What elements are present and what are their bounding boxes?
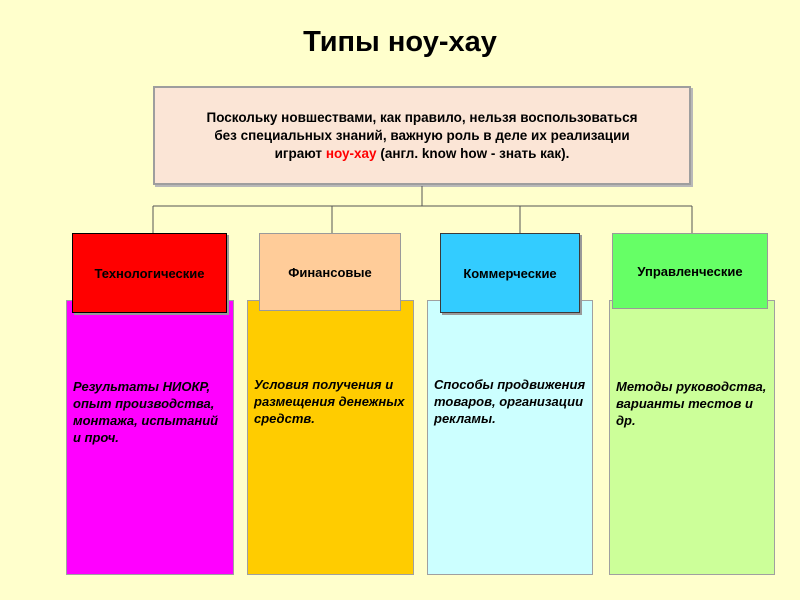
type-description-technological: Результаты НИОКР, опыт производства, монтажа, испытаний и проч. <box>66 300 234 575</box>
type-description-financial: Условия получения и размещения денежных средств. <box>247 300 414 575</box>
type-header-commercial: Коммерческие <box>440 233 580 313</box>
type-header-financial: Финансовые <box>259 233 401 311</box>
intro-line-3-start: играют <box>274 145 323 161</box>
intro-line-3-end: (англ. know how - знать как). <box>380 145 570 161</box>
type-header-technological: Технологические <box>72 233 227 313</box>
type-description-commercial: Способы продвижения товаров, организации рекламы. <box>427 300 593 575</box>
type-description-management: Методы руководства, варианты тестов и др. <box>609 300 775 575</box>
know-how-term: ноу-хау <box>325 145 377 161</box>
intro-line-2: без специальных знаний, важную роль в деле их реализации <box>214 127 630 143</box>
page-title: Типы ноу-хау <box>303 26 497 58</box>
type-header-management: Управленческие <box>612 233 768 309</box>
intro-line-1: Поскольку новшествами, как правило, нельзя воспользоваться <box>206 109 638 125</box>
